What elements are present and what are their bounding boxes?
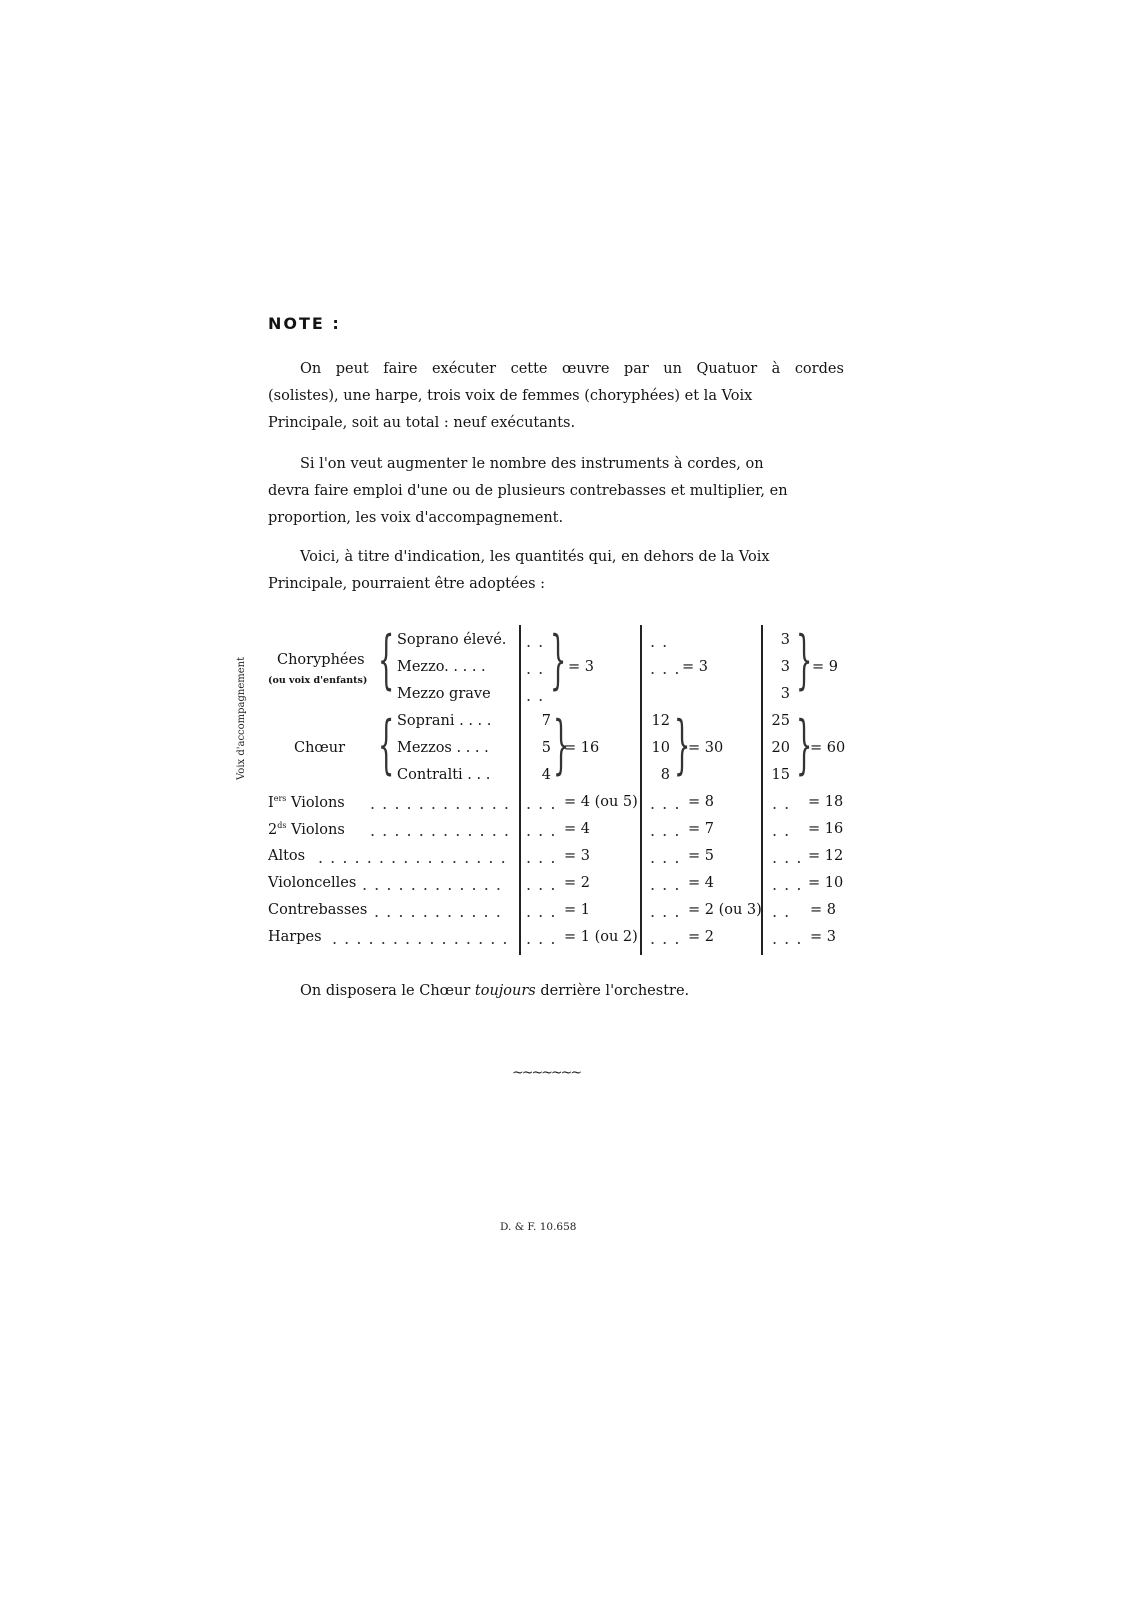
- choeur-col1-value-3: 4: [541, 767, 551, 783]
- col1-value: = 1 (ou 2): [564, 929, 638, 945]
- paragraph-1-line-1: On peut faire exécuter cette œuvre par un Quatuor à cordes: [300, 361, 844, 377]
- choeur-col2-brace-icon: }: [674, 708, 691, 782]
- col1-value: = 3: [564, 848, 590, 864]
- choryphees-col2-dots-2: . . .: [650, 659, 681, 678]
- leader-dots: . . . . . . . . . . .: [374, 902, 502, 921]
- choryphees-col3-total: = 9: [812, 659, 838, 675]
- paragraph-1: [268, 356, 844, 437]
- closing-emphasis: toujours: [474, 983, 536, 999]
- col1-dots: . . .: [526, 848, 557, 867]
- choeur-part-3: Contralti . . .: [397, 767, 491, 783]
- ornament-divider: ~~~~~~~: [512, 1065, 581, 1081]
- col3-dots: . .: [772, 902, 791, 921]
- paragraph-3: [268, 544, 844, 598]
- choryphees-col2-total: = 3: [682, 659, 708, 675]
- choeur-col1-brace-icon: }: [553, 708, 570, 782]
- choryphees-col1-dots-2: . .: [526, 659, 545, 678]
- col1-dots: . . .: [526, 929, 557, 948]
- col1-dots: . . .: [526, 821, 557, 840]
- col3-value: = 18: [808, 794, 844, 810]
- column-rule-2: [640, 625, 642, 955]
- col2-value: = 2 (ou 3): [688, 902, 762, 918]
- instrument-name: Contrebasses: [268, 902, 368, 918]
- col2-dots: . . .: [650, 875, 681, 894]
- paragraph-2: [268, 451, 844, 532]
- choryphees-col2-dots: . .: [650, 632, 669, 651]
- col1-value: = 2: [564, 875, 590, 891]
- choeur-col3-value-3: 15: [771, 767, 790, 783]
- choeur-col3-brace-icon: }: [796, 708, 813, 782]
- choryphees-part-3: Mezzo grave: [397, 686, 491, 702]
- choryphees-col1-dots-3: . .: [526, 686, 545, 705]
- choryphees-label: Choryphées: [277, 652, 365, 668]
- col2-value: = 7: [688, 821, 714, 837]
- choeur-col1-value-1: 7: [541, 713, 551, 729]
- choryphees-col1-brace-icon: }: [550, 623, 567, 697]
- choeur-col1-total: = 16: [564, 740, 600, 756]
- closing-before: On disposera le Chœur: [300, 983, 475, 999]
- closing-sentence: [300, 978, 689, 1005]
- col1-value: = 4 (ou 5): [564, 794, 638, 810]
- col1-dots: . . .: [526, 794, 557, 813]
- choeur-part-2: Mezzos . . . .: [397, 740, 489, 756]
- col3-value: = 8: [810, 902, 836, 918]
- choeur-col2-value-2: 10: [651, 740, 670, 756]
- side-label: Voix d'accompagnement: [236, 656, 247, 780]
- col2-dots: . . .: [650, 929, 681, 948]
- col3-dots: . . .: [772, 848, 803, 867]
- col3-dots: . . .: [772, 875, 803, 894]
- choryphees-col3-brace-icon: }: [796, 623, 813, 697]
- choryphees-col1-total: = 3: [568, 659, 594, 675]
- choryphees-col3-value-1: 3: [780, 632, 790, 648]
- instrument-name: $2^{ds}$ Violons: [268, 821, 345, 838]
- plate-number: D. & F. 10.658: [500, 1221, 577, 1233]
- col1-value: = 4: [564, 821, 590, 837]
- choryphees-col3-value-2: 3: [780, 659, 790, 675]
- col3-value: = 3: [810, 929, 836, 945]
- col3-value: = 10: [808, 875, 844, 891]
- choeur-label: Chœur: [294, 740, 346, 756]
- choryphees-part-1: Soprano élevé.: [397, 632, 507, 648]
- paragraph-3-line-1: Voici, à titre d'indication, les quantités qui, en dehors de la Voix: [300, 549, 770, 565]
- leader-dots: . . . . . . . . . . . .: [362, 875, 502, 894]
- instrument-name: Altos: [268, 848, 306, 864]
- choeur-col3-total: = 60: [810, 740, 846, 756]
- paragraph-2-line-1: Si l'on veut augmenter le nombre des instruments à cordes, on: [300, 456, 764, 472]
- col2-dots: . . .: [650, 902, 681, 921]
- col2-dots: . . .: [650, 848, 681, 867]
- choryphees-brace-icon: {: [378, 623, 395, 697]
- col1-dots: . . .: [526, 875, 557, 894]
- page-heading: NOTE :: [268, 314, 341, 333]
- col2-value: = 4: [688, 875, 714, 891]
- instrument-name: Harpes: [268, 929, 322, 945]
- col3-value: = 12: [808, 848, 844, 864]
- column-rule-1: [519, 625, 521, 955]
- paragraph-1-line-3: Principale, soit au total : neuf exécutants.: [268, 415, 576, 431]
- col3-value: = 16: [808, 821, 844, 837]
- col3-dots: . .: [772, 794, 791, 813]
- paragraph-2-line-2: devra faire emploi d'une ou de plusieurs contrebasses et multiplier, en: [268, 483, 788, 499]
- col2-dots: . . .: [650, 794, 681, 813]
- paragraph-1-line-2: (solistes), une harpe, trois voix de femmes (choryphées) et la Voix: [268, 388, 753, 404]
- col1-dots: . . .: [526, 902, 557, 921]
- col2-value: = 8: [688, 794, 714, 810]
- choeur-col2-value-3: 8: [660, 767, 670, 783]
- leader-dots: . . . . . . . . . . . .: [370, 821, 510, 840]
- col2-value: = 5: [688, 848, 714, 864]
- choeur-part-1: Soprani . . . .: [397, 713, 492, 729]
- choeur-col1-value-2: 5: [541, 740, 551, 756]
- col2-dots: . . .: [650, 821, 681, 840]
- choryphees-col3-value-3: 3: [780, 686, 790, 702]
- instrument-name: Violoncelles: [268, 875, 357, 891]
- choryphees-part-2: Mezzo. . . . .: [397, 659, 486, 675]
- choeur-col3-value-1: 25: [771, 713, 790, 729]
- paragraph-3-line-2: Principale, pourraient être adoptées :: [268, 576, 546, 592]
- closing-after: derrière l'orchestre.: [535, 983, 690, 999]
- instrument-name: Iers Violons: [268, 794, 345, 811]
- col3-dots: . . .: [772, 929, 803, 948]
- leader-dots: . . . . . . . . . . . . . . .: [332, 929, 509, 948]
- paragraph-2-line-3: proportion, les voix d'accompagnement.: [268, 510, 564, 526]
- leader-dots: . . . . . . . . . . . .: [370, 794, 510, 813]
- col1-value: = 1: [564, 902, 590, 918]
- leader-dots: . . . . . . . . . . . . . . . .: [318, 848, 507, 867]
- choeur-brace-icon: {: [378, 708, 395, 782]
- choeur-col3-value-2: 20: [771, 740, 790, 756]
- choryphees-col1-dots: . .: [526, 632, 545, 651]
- col3-dots: . .: [772, 821, 791, 840]
- choeur-col2-value-1: 12: [651, 713, 670, 729]
- choeur-col2-total: = 30: [688, 740, 724, 756]
- choryphees-sublabel: (ou voix d'enfants): [268, 675, 368, 686]
- col2-value: = 2: [688, 929, 714, 945]
